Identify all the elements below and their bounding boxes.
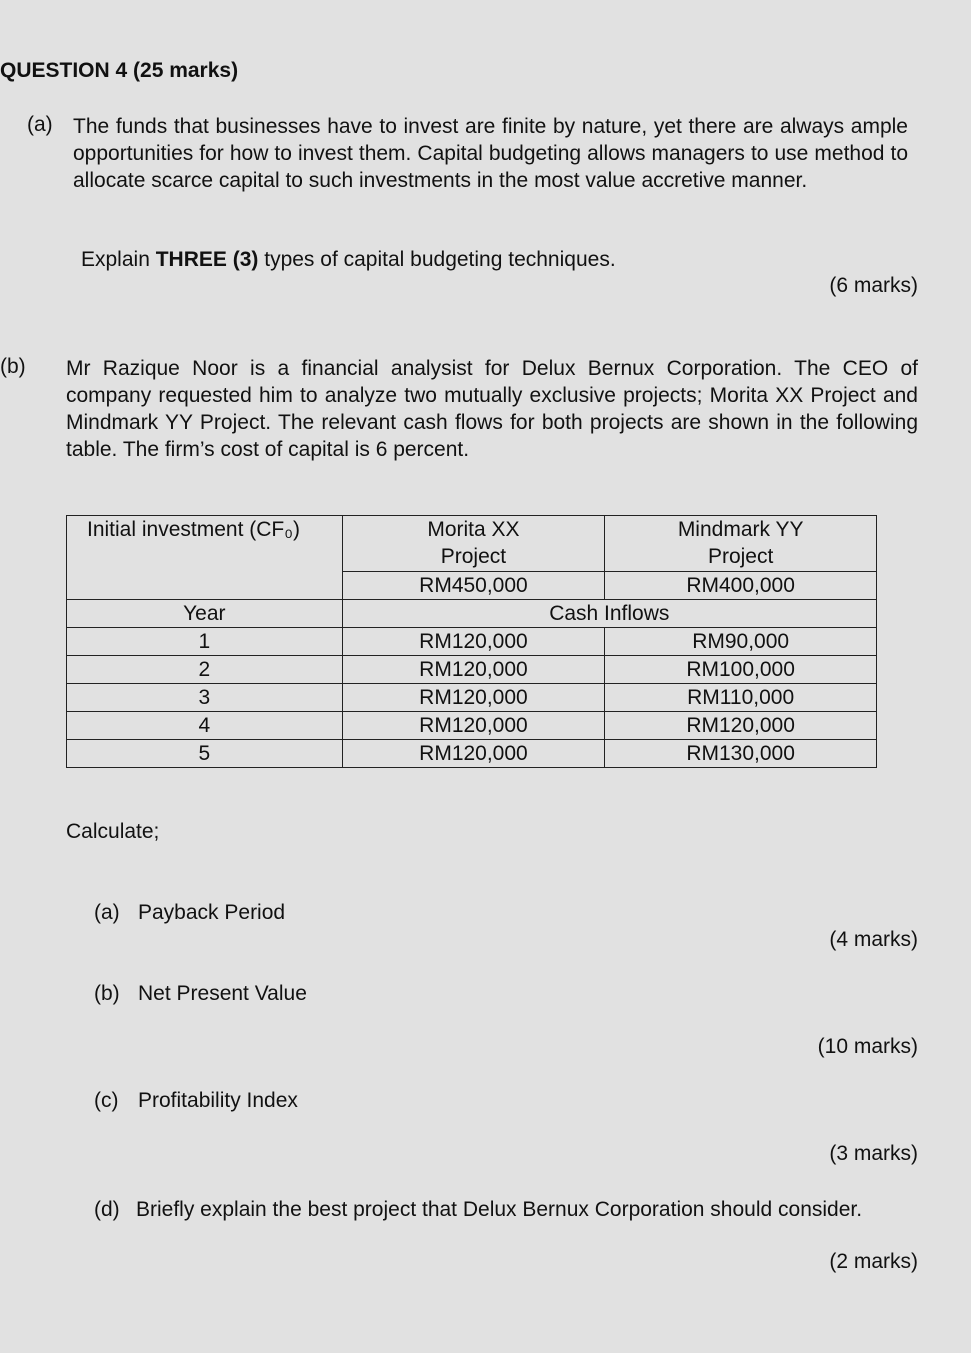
item-text: Net Present Value bbox=[138, 982, 307, 1005]
item-text: Payback Period bbox=[138, 901, 286, 924]
table-row bbox=[67, 628, 877, 656]
item-text: Briefly explain the best project that Delux Bernux Corporation should consider. bbox=[136, 1198, 863, 1221]
project1-inflow: RM120,000 bbox=[342, 684, 605, 712]
year-cell: 4 bbox=[67, 712, 343, 740]
table-row bbox=[67, 656, 877, 684]
item-npv-marks: (10 marks) bbox=[817, 1035, 918, 1058]
project2-inflow: RM90,000 bbox=[605, 628, 877, 656]
item-pi-marks: (3 marks) bbox=[829, 1142, 918, 1165]
project2-name: Mindmark YY Project bbox=[605, 516, 877, 572]
part-a-label: (a) bbox=[27, 113, 53, 136]
table-row bbox=[67, 684, 877, 712]
table-row bbox=[67, 712, 877, 740]
project1-inflow: RM120,000 bbox=[342, 740, 605, 768]
project1-initial: RM450,000 bbox=[342, 572, 605, 600]
project2-inflow: RM110,000 bbox=[605, 684, 877, 712]
item-label: (a) bbox=[94, 901, 120, 924]
year-header: Year bbox=[67, 600, 343, 628]
year-cell: 1 bbox=[67, 628, 343, 656]
calculate-label: Calculate; bbox=[66, 820, 160, 843]
item-npv bbox=[94, 982, 307, 1006]
project1-inflow: RM120,000 bbox=[342, 712, 605, 740]
task-prefix: Explain bbox=[81, 248, 156, 271]
item-payback-marks: (4 marks) bbox=[829, 928, 918, 951]
part-a-text: The funds that businesses have to invest are finite by nature, yet there are always ample opportunities for how to invest them. Capital budgeting allows managers to use method to allocate scarce capital to such investments in the most value accretive manner. bbox=[73, 115, 908, 192]
item-label: (c) bbox=[94, 1089, 119, 1112]
table-row bbox=[67, 740, 877, 768]
year-cell: 2 bbox=[67, 656, 343, 684]
item-best-project bbox=[94, 1196, 918, 1223]
project2-initial: RM400,000 bbox=[605, 572, 877, 600]
part-b-text: Mr Razique Noor is a financial analysist for Delux Bernux Corporation. The CEO of company requested him to analyze two mutually exclusive projects; Morita XX Project and Mindmark YY Project. The relevant cash flows for both projects are shown in the following table. The firm’s cost of capital is 6 percent. bbox=[66, 357, 918, 461]
initial-investment-label: Initial investment (CF₀) bbox=[67, 516, 343, 600]
project1-inflow: RM120,000 bbox=[342, 656, 605, 684]
part-a-marks: (6 marks) bbox=[829, 274, 918, 297]
cash-flow-table bbox=[66, 515, 877, 768]
year-cell: 5 bbox=[67, 740, 343, 768]
item-best-project-marks: (2 marks) bbox=[829, 1250, 918, 1273]
task-suffix: types of capital budgeting techniques. bbox=[258, 248, 616, 271]
item-pi bbox=[94, 1089, 298, 1113]
project2-inflow: RM130,000 bbox=[605, 740, 877, 768]
project1-name: Morita XX Project bbox=[342, 516, 605, 572]
task-bold: THREE (3) bbox=[155, 248, 259, 271]
item-payback bbox=[94, 901, 285, 925]
project1-inflow: RM120,000 bbox=[342, 628, 605, 656]
question-title: QUESTION 4 (25 marks) bbox=[0, 59, 239, 82]
year-cell: 3 bbox=[67, 684, 343, 712]
item-text: Profitability Index bbox=[138, 1089, 298, 1112]
project2-inflow: RM100,000 bbox=[605, 656, 877, 684]
cash-inflows-header: Cash Inflows bbox=[342, 600, 876, 628]
part-b-label: (b) bbox=[0, 355, 26, 378]
part-a-task bbox=[81, 248, 616, 272]
project2-inflow: RM120,000 bbox=[605, 712, 877, 740]
item-label: (d) bbox=[94, 1198, 120, 1221]
item-label: (b) bbox=[94, 982, 120, 1005]
